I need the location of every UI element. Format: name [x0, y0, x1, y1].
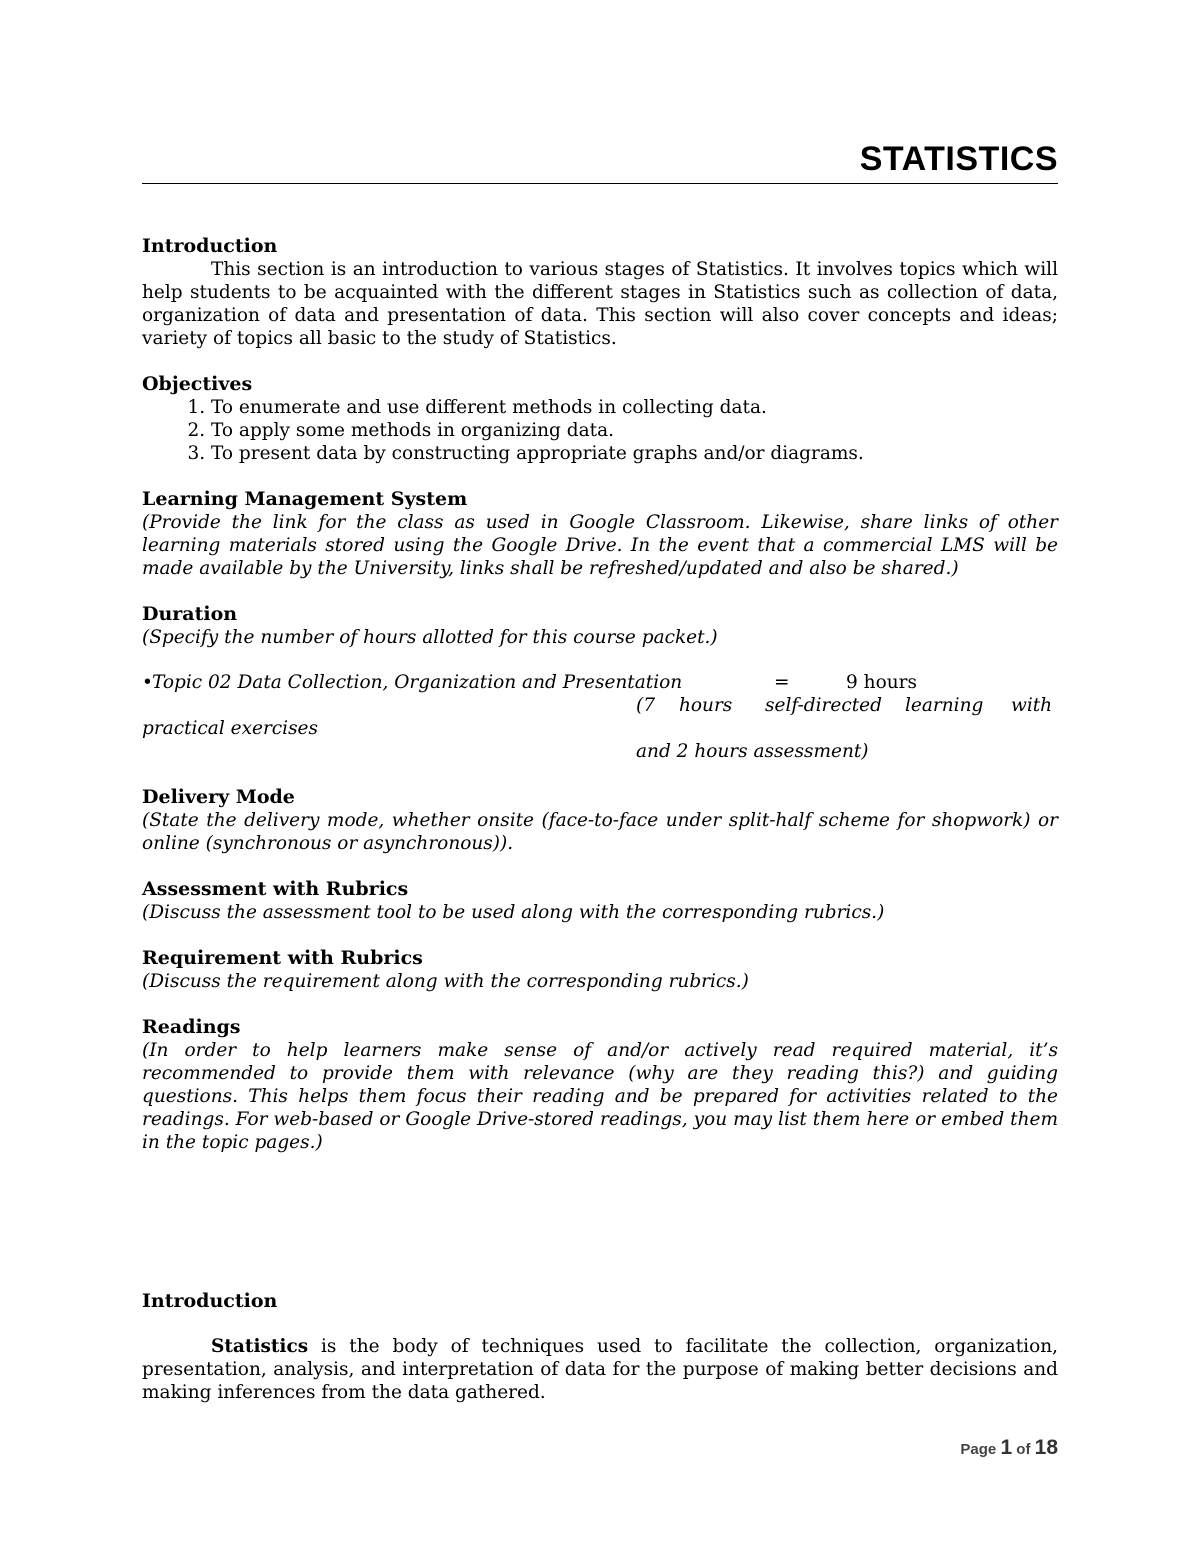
statistics-term: Statistics: [211, 1336, 309, 1357]
topic-duration-row: [142, 671, 1058, 694]
hours-detail-word: with: [1011, 695, 1053, 716]
statistics-definition: [142, 1335, 1058, 1404]
document-body: [142, 234, 1058, 1154]
assessment-instructions: (Discuss the assessment tool to be used along with the corresponding rubrics.): [142, 902, 885, 923]
delivery-instructions: (State the delivery mode, whether onsite (face-to-face under split-half scheme for shopwork) or online (synchronous or asynchronous)).: [142, 810, 1058, 854]
statistics-definition-text: is the body of techniques used to facilitate the collection, organization, presentation, analysis, and interpretation of data for the purpose of making better decisions and making inferences from the data gathered.: [142, 1336, 1058, 1403]
objectives-heading: Objectives: [142, 373, 253, 395]
intro-paragraph: This section is an introduction to various stages of Statistics. It involves topics which will help students to be acquainted with the different stages in Statistics such as collection of data, organization of data and presentation of data. This section will also cover concepts and ideas; variety of topics all basic to the study of Statistics.: [142, 259, 1058, 349]
hours-detail-text: and 2 hours assessment): [636, 741, 869, 762]
equals-sign: =: [774, 672, 790, 693]
of-label: of: [1016, 1441, 1031, 1458]
lms-heading: Learning Management System: [142, 488, 468, 510]
hours-detail-word: learning: [905, 695, 984, 716]
spacer: [142, 1313, 1058, 1335]
spacer: [142, 763, 1058, 785]
objective-item: 1. To enumerate and use different methods in collecting data.: [211, 396, 1058, 419]
hours-detail-line3: [142, 740, 1058, 763]
requirement-heading: Requirement with Rubrics: [142, 947, 423, 969]
objectives-list: [142, 396, 1058, 465]
readings-instructions: (In order to help learners make sense of and/or actively read required material, it’s recommended to provide them with relevance (why are they reading this?) and guiding questions. This helps them focus their reading and be prepared for activities related to the readings. For web-based or Google Drive-stored readings, you may list them here or embed them in the topic pages.): [142, 1040, 1058, 1153]
hours-detail-line1: [142, 694, 1058, 717]
header-divider: [142, 183, 1058, 184]
hours-detail-line2: [142, 717, 1058, 740]
page-total: 18: [1034, 1436, 1058, 1459]
page-header-title: STATISTICS: [859, 140, 1058, 178]
duration-instructions: (Specify the number of hours allotted for this course packet.): [142, 627, 718, 648]
spacer: [142, 350, 1058, 372]
objective-item: 2. To apply some methods in organizing data.: [211, 419, 1058, 442]
statistics-intro-section: [142, 1289, 1058, 1404]
page-label: Page: [960, 1441, 997, 1458]
hours-detail-text: practical exercises: [142, 718, 319, 739]
duration-heading: Duration: [142, 603, 238, 625]
readings-heading: Readings: [142, 1016, 241, 1038]
topic-name: Topic 02 Data Collection, Organization and Presentation: [152, 672, 683, 693]
assessment-heading: Assessment with Rubrics: [142, 878, 409, 900]
spacer: [142, 855, 1058, 877]
objective-item: 3. To present data by constructing appropriate graphs and/or diagrams.: [211, 442, 1058, 465]
hours-detail-word: self-directed: [765, 695, 882, 716]
topic-hours: 9 hours: [846, 672, 917, 693]
hours-detail-word: hours: [679, 695, 733, 716]
page-number-footer: [960, 1436, 1058, 1460]
spacer: [142, 580, 1058, 602]
intro-heading: Introduction: [142, 235, 278, 257]
bullet-icon: •: [142, 672, 153, 693]
spacer: [142, 649, 1058, 671]
spacer: [142, 465, 1058, 487]
spacer: [142, 924, 1058, 946]
page-number: 1: [1000, 1436, 1013, 1459]
spacer: [142, 993, 1058, 1015]
delivery-heading: Delivery Mode: [142, 786, 295, 808]
hours-detail-word: (7: [636, 695, 655, 716]
intro2-heading: Introduction: [142, 1290, 278, 1312]
requirement-instructions: (Discuss the requirement along with the corresponding rubrics.): [142, 971, 749, 992]
lms-instructions: (Provide the link for the class as used in Google Classroom. Likewise, share links of other learning materials stored using the Google Drive. In the event that a commercial LMS will be made available by the University, links shall be refreshed/updated and also be shared.): [142, 512, 1058, 579]
